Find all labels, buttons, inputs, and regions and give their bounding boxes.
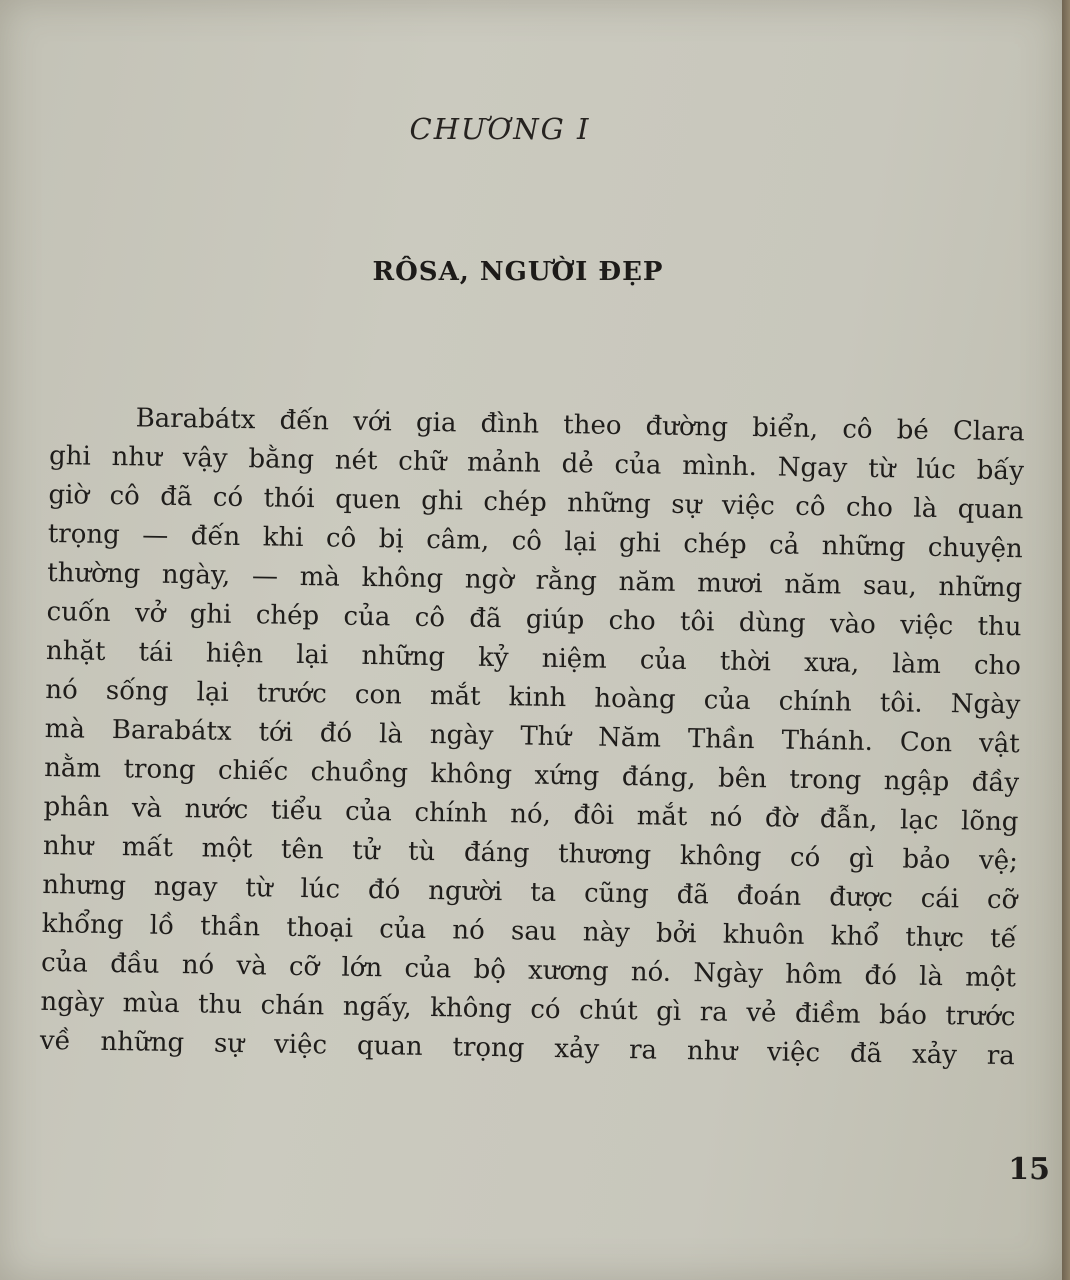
body-line: ngày mùa thu chán ngấy, không có chút gì ra vẻ điềm báo trước (40, 986, 1016, 1033)
body-line: giờ cô đã có thói quen ghi chép những sự việc cô cho là quan (48, 479, 1024, 526)
body-line: phân và nước tiểu của chính nó, đôi mắt nó đờ đẫn, lạc lõng (43, 791, 1019, 838)
body-text (40, 398, 1025, 1076)
page-edge (1062, 0, 1070, 1280)
body-line: thường ngày, — mà không ngờ rằng năm mươi năm sau, những (47, 557, 1023, 604)
body-line: của đầu nó và cỡ lớn của bộ xương nó. Ngày hôm đó là một (40, 947, 1017, 994)
body-line: cuốn vở ghi chép của cô đã giúp cho tôi dùng vào việc thu (46, 596, 1022, 643)
body-line: nhặt tái hiện lại những kỷ niệm của thời xưa, làm cho (45, 635, 1022, 682)
body-line: như mất một tên tử tù đáng thương không có gì bảo vệ; (42, 830, 1019, 877)
chapter-heading: CHƯƠNG I (409, 112, 591, 146)
body-line: nhưng ngay từ lúc đó người ta cũng đã đoán được cái cỡ (42, 869, 1018, 916)
body-line: nằm trong chiếc chuồng không xứng đáng, bên trong ngập đầy (43, 752, 1020, 799)
body-line: về những sự việc quan trọng xảy ra như việc đã xảy ra (39, 1025, 1016, 1072)
body-line: nó sống lại trước con mắt kinh hoàng của chính tôi. Ngày (45, 674, 1021, 721)
body-line: mà Barabátx tới đó là ngày Thứ Năm Thần Thánh. Con vật (44, 713, 1020, 760)
page-number: 15 (1008, 1152, 1050, 1187)
body-line: khổng lồ thần thoại của nó sau này bởi khuôn khổ thực tế (41, 908, 1017, 955)
chapter-title: RÔSA, NGƯỜI ĐẸP (372, 257, 664, 287)
body-line: Barabátx đến với gia đình theo đường biển, cô bé Clara (135, 403, 1025, 448)
body-line: ghi như vậy bằng nét chữ mảnh dẻ của mình. Ngay từ lúc bấy (48, 440, 1025, 487)
body-line: trọng — đến khi cô bị câm, cô lại ghi chép cả những chuyện (47, 518, 1023, 565)
